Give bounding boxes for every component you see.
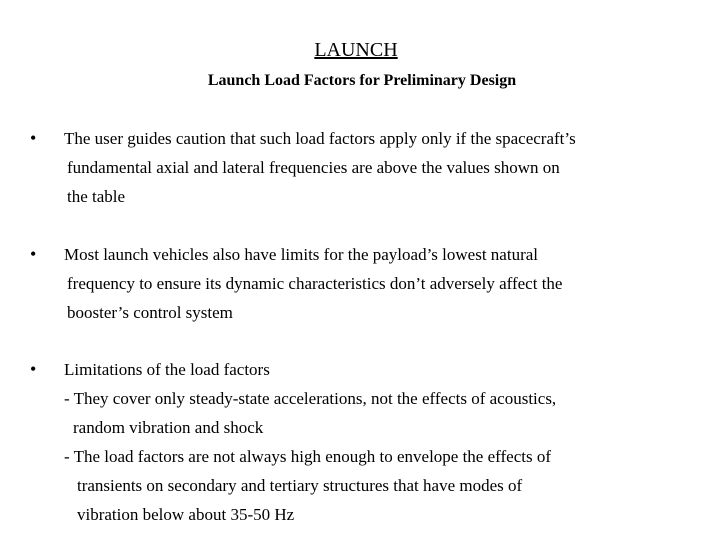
bullet-1-line-3: the table [67,187,126,206]
bullet-3-text [64,355,704,529]
bullet-3-subitem-2: - The load factors are not always high enough to envelope the effects of [64,447,552,466]
bullet-marker: • [30,128,37,148]
bullet-3-subitem-1: - They cover only steady-state accelerations, not the effects of acoustics, [64,389,557,408]
bullet-3-subitem-1-cont: random vibration and shock [73,418,264,437]
slide-title: LAUNCH [314,39,398,61]
slide-subtitle: Launch Load Factors for Preliminary Design [207,72,517,89]
bullet-marker: • [30,359,37,379]
bullet-2-line-3: booster’s control system [67,303,233,322]
bullet-2-line-1: Most launch vehicles also have limits for the payload’s lowest natural [64,245,538,264]
bullet-marker: • [30,244,37,264]
bullet-1-text [64,124,704,211]
bullet-3-subitem-2-cont-1: transients on secondary and tertiary structures that have modes of [77,476,523,495]
bullet-2-text [64,240,704,327]
bullet-3-line-1: Limitations of the load factors [64,360,270,379]
bullet-1-line-2: fundamental axial and lateral frequencies are above the values shown on [67,158,560,177]
bullet-3-subitem-2-cont-2: vibration below about 35-50 Hz [77,505,295,524]
bullet-2-line-2: frequency to ensure its dynamic characteristics don’t adversely affect the [67,274,563,293]
bullet-1-line-1: The user guides caution that such load factors apply only if the spacecraft’s [64,129,576,148]
